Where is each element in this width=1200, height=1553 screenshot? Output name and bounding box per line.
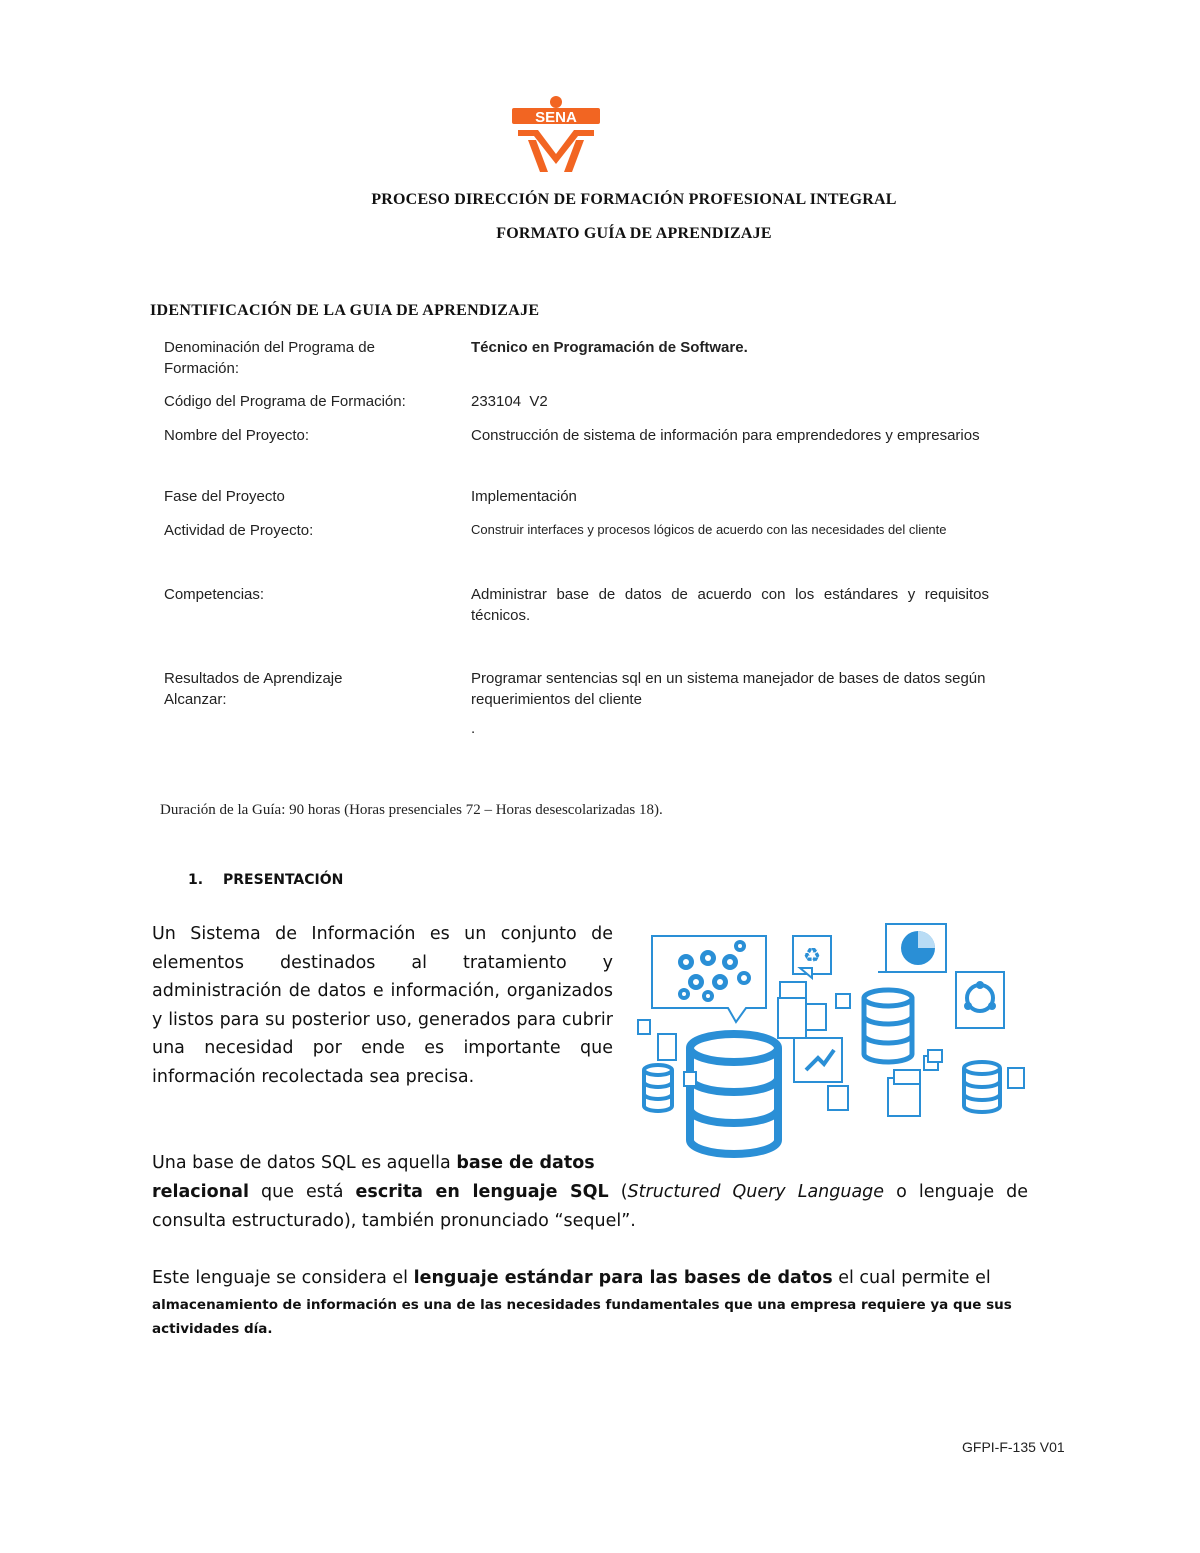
guide-duration: Duración de la Guía: 90 horas (Horas presenciales 72 – Horas desescolarizadas 18). — [160, 802, 663, 818]
section-number: 1. — [188, 872, 204, 888]
sena-logo — [508, 96, 604, 172]
footer-code: GFPI-F-135 V01 — [962, 1439, 1065, 1455]
value-program-name: Técnico en Programación de Software. — [471, 339, 748, 356]
paragraph-sql-rest: relacional que está escrita en lenguaje SQL (Structured Query Language o lenguaje de consulta estructurado), también pronunciado “sequel”. — [152, 1182, 1029, 1231]
label-program-code: Código del Programa de Formación: — [164, 393, 406, 410]
document-title: PROCESO DIRECCIÓN DE FORMACIÓN PROFESIONAL INTEGRAL — [371, 191, 897, 208]
paragraph-sql-line1: Una base de datos SQL es aquella base de datos — [152, 1153, 595, 1173]
paragraph-information-system: Un Sistema de Información es un conjunto de elementos destinados al tratamiento y administración de datos e información, organizados y listos para su posterior uso, generados para cubrir una necesidad por ende es importante que información recolectada sea precisa. — [152, 924, 613, 1087]
value-competencies: Administrar base de datos de acuerdo con los estándares y requisitos técnicos. — [471, 586, 989, 624]
value-project-phase: Implementación — [471, 488, 577, 505]
document-subtitle: FORMATO GUÍA DE APRENDIZAJE — [496, 225, 772, 242]
value-learning-results: Programar sentencias sql en un sistema manejador de bases de datos según requerimientos del cliente — [471, 670, 986, 708]
value-learning-results-extra: . — [471, 720, 476, 737]
svg-text:♻: ♻ — [803, 943, 821, 967]
label-learning-results: Resultados de Aprendizaje Alcanzar: — [164, 670, 343, 708]
label-project-phase: Fase del Proyecto — [164, 488, 285, 505]
paragraph-standard-language: Este lenguaje se considera el lenguaje estándar para las bases de datos el cual permite el — [152, 1268, 991, 1288]
value-project-name: Construcción de sistema de información para emprendedores y empresarios — [471, 427, 980, 444]
database-illustration — [628, 918, 1032, 1158]
value-project-activity: Construir interfaces y procesos lógicos de acuerdo con las necesidades del cliente — [471, 522, 947, 537]
paragraph-storage: almacenamiento de información es una de las necesidades fundamentales que una empresa requiere ya que sus actividades día. — [152, 1297, 1012, 1337]
svg-text:SENA: SENA — [535, 109, 577, 126]
label-competencies: Competencias: — [164, 586, 265, 603]
label-program-name: Denominación del Programa de Formación: — [164, 339, 375, 377]
label-project-name: Nombre del Proyecto: — [164, 427, 310, 444]
value-program-code: 233104 V2 — [471, 393, 548, 410]
section-title: PRESENTACIÓN — [223, 872, 344, 888]
label-project-activity: Actividad de Proyecto: — [164, 522, 314, 539]
identification-heading: IDENTIFICACIÓN DE LA GUIA DE APRENDIZAJE — [150, 302, 540, 319]
